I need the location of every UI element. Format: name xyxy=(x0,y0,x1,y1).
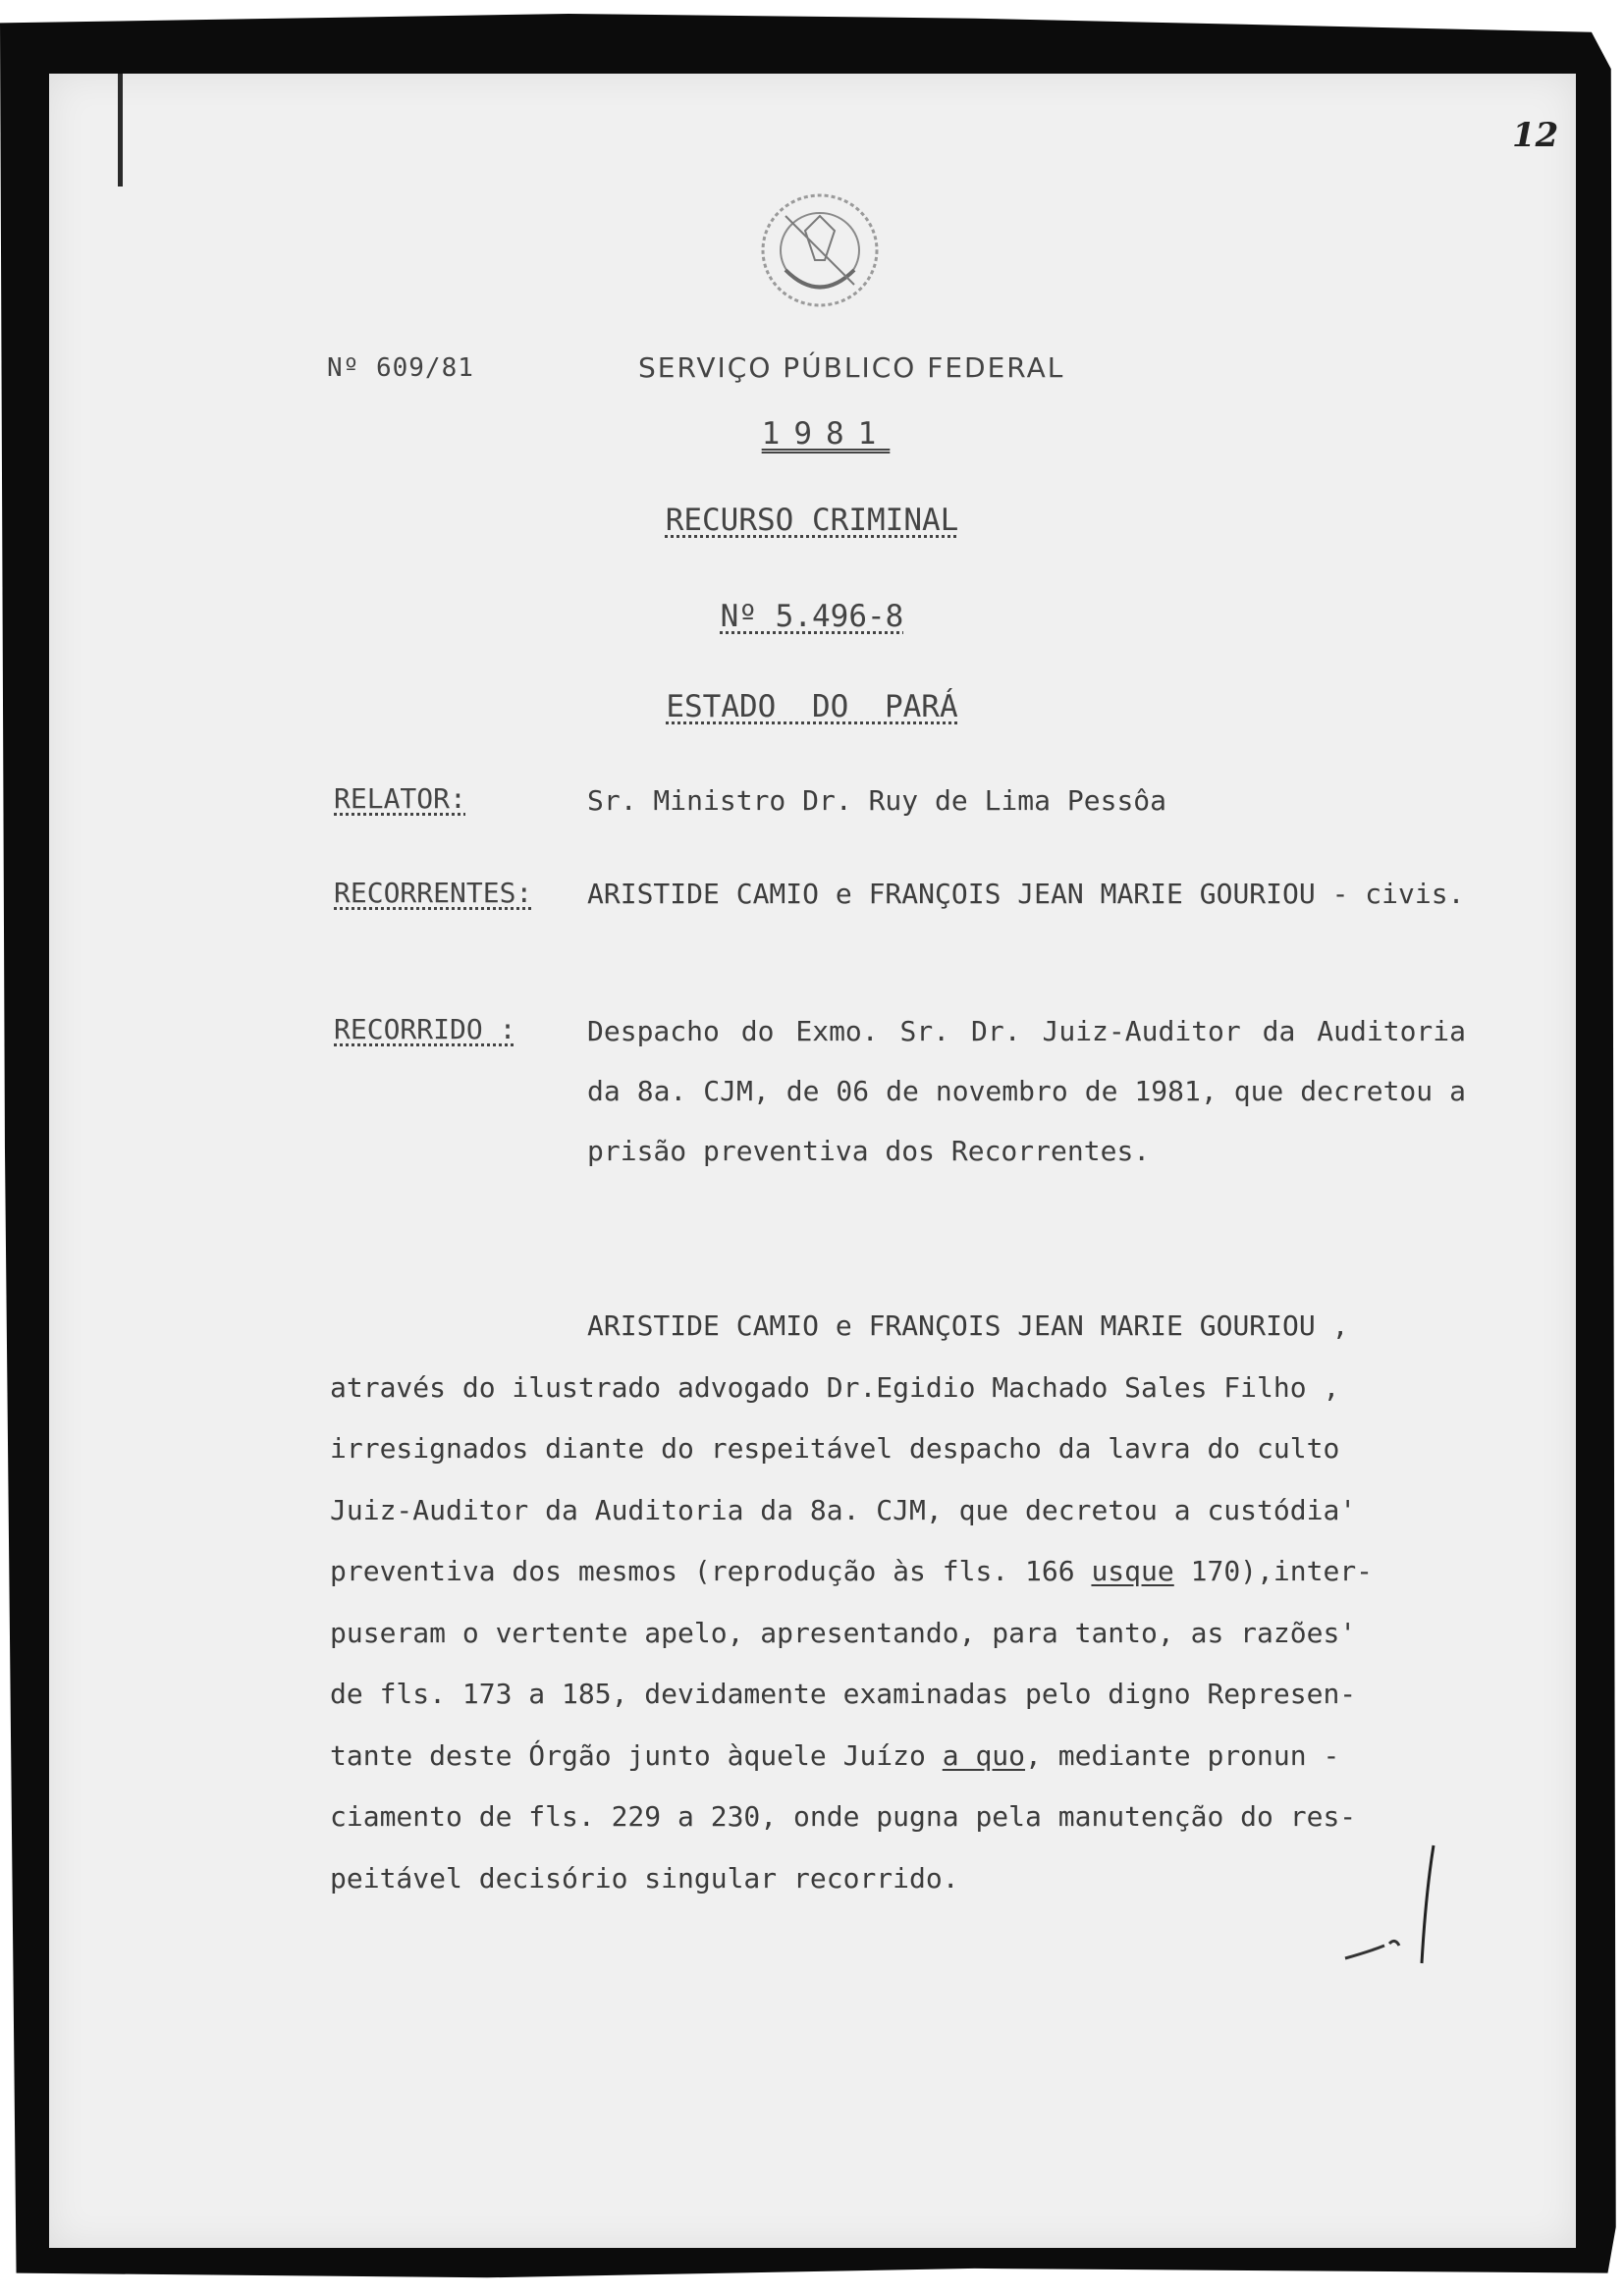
body-text: tante deste Órgão junto àquele Juízo xyxy=(330,1738,943,1772)
body-line: ARISTIDE CAMIO e FRANÇOIS JEAN MARIE GOURIOU , xyxy=(587,1309,1349,1342)
body-line: irresignados diante do respeitável despacho da lavra do culto xyxy=(330,1432,1340,1465)
body-line: puseram o vertente apelo, apresentando, para tanto, as razões' xyxy=(330,1616,1357,1649)
body-line xyxy=(330,1726,1485,1788)
body-text: preventiva dos mesmos (reprodução às fls. 166 xyxy=(330,1555,1092,1587)
handwritten-initials xyxy=(1335,1836,1453,1983)
latin-term: usque xyxy=(1091,1555,1174,1587)
year: 1981 xyxy=(761,416,891,452)
recorrentes-value: ARISTIDE CAMIO e FRANÇOIS JEAN MARIE GOURIOU - civis. xyxy=(587,878,1465,910)
document-number: Nº 609/81 xyxy=(327,353,474,383)
recorrentes-label: RECORRENTES: xyxy=(334,877,533,909)
margin-mark xyxy=(118,74,123,187)
body-paragraph xyxy=(330,1296,1485,1909)
body-line xyxy=(330,1541,1485,1603)
coat-of-arms-seal-icon xyxy=(746,177,893,324)
relator-label: RELATOR: xyxy=(334,782,466,815)
page-number: 12 xyxy=(1512,116,1559,155)
body-line: através do ilustrado advogado Dr.Egidio Machado Sales Filho , xyxy=(330,1370,1340,1404)
appeal-number: Nº 5.496-8 xyxy=(720,599,904,634)
body-text: 170),inter- xyxy=(1173,1555,1374,1587)
relator-value: Sr. Ministro Dr. Ruy de Lima Pessôa xyxy=(587,784,1167,817)
body-line: ciamento de fls. 229 a 230, onde pugna pela manutenção do res- xyxy=(330,1800,1357,1833)
state-name: ESTADO DO PARÁ xyxy=(666,689,958,724)
body-line: de fls. 173 a 185, devidamente examinadas pelo digno Represen- xyxy=(330,1678,1357,1710)
latin-term: a quo xyxy=(942,1738,1026,1772)
recorrido-value: Despacho do Exmo. Sr. Dr. Juiz-Auditor da Auditoria da 8a. CJM, de 06 de novembro de 1981, que decretou a prisão preventiva dos Recorrentes. xyxy=(587,1015,1466,1167)
body-line: peitável decisório singular recorrido. xyxy=(330,1861,959,1895)
recorrido-label: RECORRIDO : xyxy=(334,1013,516,1045)
body-text: , mediante pronun - xyxy=(1025,1738,1340,1772)
body-line: Juiz-Auditor da Auditoria da 8a. CJM, que decretou a custódia' xyxy=(330,1493,1357,1526)
service-header: SERVIÇO PÚBLICO FEDERAL xyxy=(638,351,1065,384)
document-title: RECURSO CRIMINAL xyxy=(665,503,959,538)
